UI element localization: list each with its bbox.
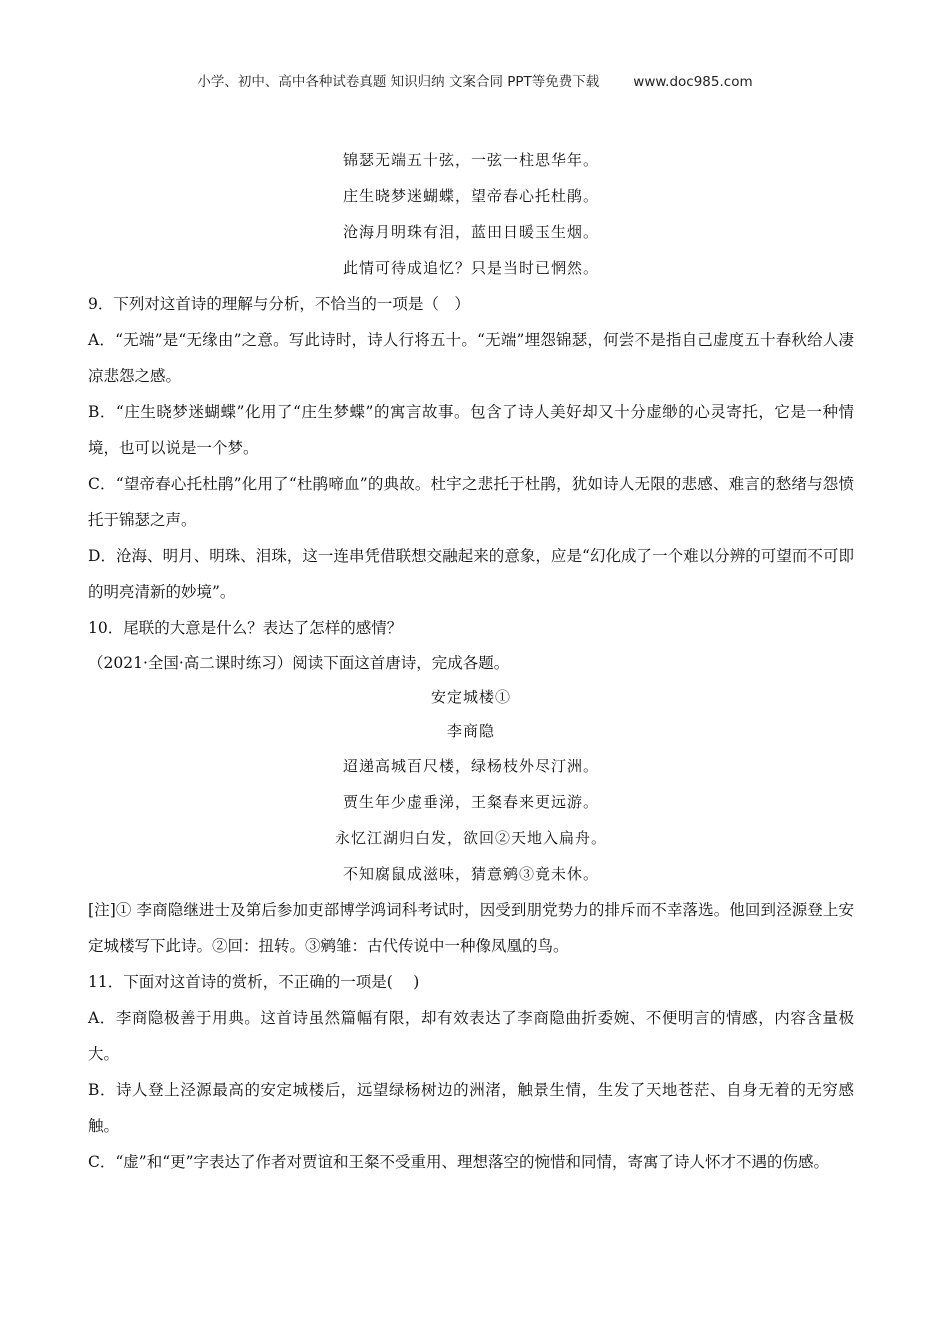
poem-anding-chenglou — [88, 680, 854, 892]
question-11 — [88, 964, 854, 1180]
poem-line: 永忆江湖归白发，欲回②天地入扁舟。 — [334, 829, 607, 847]
option-a: A．李商隐极善于用典。这首诗虽然篇幅有限，却有效表达了李商隐曲折委婉、不便明言的情感，内容含量极大。 — [88, 1009, 854, 1063]
poem-title: 安定城楼① — [430, 688, 511, 706]
poem-line: 锦瑟无端五十弦，一弦一柱思华年。 — [342, 151, 599, 169]
page-header — [0, 70, 950, 90]
question-stem: 9．下列对这首诗的理解与分析，不恰当的一项是（ ） — [88, 295, 470, 313]
poem-line: 迢递高城百尺楼，绿杨枝外尽汀洲。 — [342, 757, 599, 775]
poem-line: 沧海月明珠有泪，蓝田日暖玉生烟。 — [342, 223, 599, 241]
poem-line: 此情可待成追忆？只是当时已惘然。 — [342, 259, 599, 277]
poem-line: 不知腐鼠成滋味，猜意鹓③竟未休。 — [342, 865, 599, 883]
poem-line: 庄生晓梦迷蝴蝶，望帝春心托杜鹃。 — [342, 187, 599, 205]
question-9 — [88, 286, 854, 610]
option-a: A．“无端”是“无缘由”之意。写此诗时，诗人行将五十。“无端”埋怨锦瑟，何尝不是指自己虚度五十春秋给人凄凉悲怨之感。 — [88, 331, 854, 385]
option-b: B．“庄生晓梦迷蝴蝶”化用了“庄生梦蝶”的寓言故事。包含了诗人美好却又十分虚缈的心灵寄托，它是一种情境，也可以说是一个梦。 — [88, 403, 854, 457]
option-d: D．沧海、明月、明珠、泪珠，这一连串凭借联想交融起来的意象，应是“幻化成了一个难以分辨的可望而不可即的明亮清新的妙境”。 — [88, 547, 854, 601]
source-line: （2021·全国·高二课时练习）阅读下面这首唐诗，完成各题。 — [88, 654, 510, 672]
question-stem: 10．尾联的大意是什么？表达了怎样的感情？ — [88, 619, 403, 637]
option-c: C．“虚”和“更”字表达了作者对贾谊和王粲不受重用、理想落空的惋惜和同情，寄寓了诗人怀才不遇的伤感。 — [88, 1153, 830, 1171]
option-b: B．诗人登上泾源最高的安定城楼后，远望绿杨树边的洲渚，触景生情，生发了天地苍茫、自身无着的无穷感触。 — [88, 1081, 854, 1135]
annotation-note: [注]① 李商隐继进士及第后参加吏部博学鸿词科考试时，因受到朋党势力的排斥而不幸落选。他回到泾源登上安定城楼写下此诗。②回：扭转。③鹓雏：古代传说中一种像凤凰的鸟。 — [88, 901, 854, 955]
header-text: 小学、初中、高中各种试卷真题 知识归纳 文案合同 PPT等免费下载 — [197, 74, 600, 90]
header-url[interactable]: www.doc985.com — [633, 74, 753, 90]
poem-author: 李商隐 — [446, 722, 495, 740]
option-c: C．“望帝春心托杜鹃”化用了“杜鹃啼血”的典故。杜宇之悲托于杜鹃，犹如诗人无限的悲感、难言的愁绪与怨愤托于锦瑟之声。 — [88, 475, 854, 529]
poem-jinse — [88, 142, 854, 286]
poem-line: 贾生年少虚垂涕，王粲春来更远游。 — [342, 793, 599, 811]
question-10 — [88, 610, 854, 646]
document-body — [88, 142, 854, 1180]
question-stem: 11．下面对这首诗的赏析，不正确的一项是( ) — [88, 973, 420, 991]
